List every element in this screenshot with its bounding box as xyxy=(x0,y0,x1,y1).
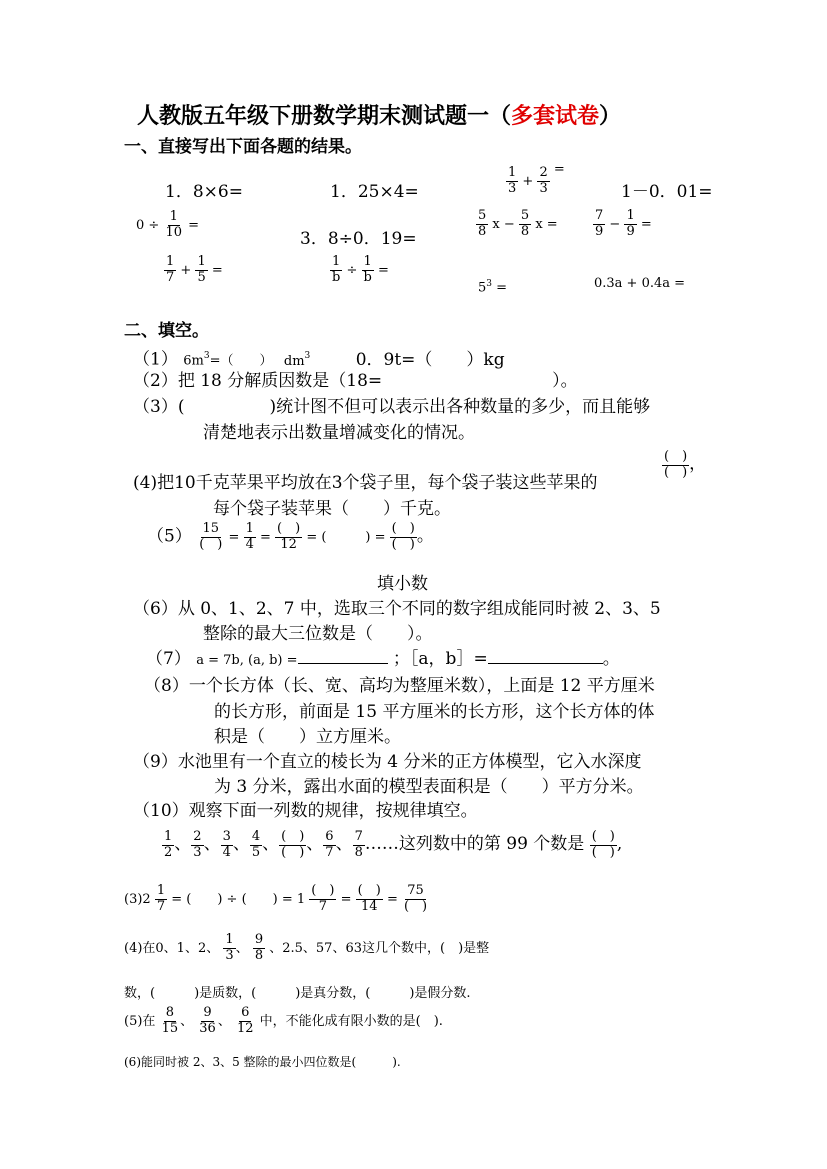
fill-item-4-fraction: $\frac{( )}{( )}$ ， xyxy=(664,449,707,480)
sequence-fraction: $\frac{2}{3}$ xyxy=(193,829,202,860)
fill-item-3-line2: 清楚地表示出数量增减变化的情况。 xyxy=(203,423,475,443)
extra-item-4-line1: (4)在0、1、2、 $\frac{1}{3}$ 、 $\frac{9}{8}$ 、2.5、57、63这几个数中，( )是整 xyxy=(124,932,490,963)
sequence-fraction: $\frac{6}{7}$ xyxy=(325,829,334,860)
fill-item-6-line2: 整除的最大三位数是（ ）。 xyxy=(203,624,433,644)
sequence-fraction: $\frac{( )}{( )}$ xyxy=(281,829,305,860)
page-title: 人教版五年级下册数学期末测试题一（多套试卷） xyxy=(137,103,622,129)
sequence-fraction: $\frac{4}{5}$ xyxy=(251,829,261,860)
calc-q10: $\frac{1}{b}$ ÷ $\frac{1}{b}$ = xyxy=(332,254,389,285)
fill-item-7: （7） a = 7b, (a, b) = ；［a，b］= 。 xyxy=(146,649,620,669)
fill-item-8-line2: 的长方形，前面是 15 平方厘米的长方形，这个长方体的体 xyxy=(214,702,655,722)
calc-q2: 1．25×4= xyxy=(330,182,419,202)
calc-q9: $\frac{1}{7}$ + $\frac{1}{5}$ = xyxy=(166,254,223,285)
fill-item-10-sequence: $\frac{1}{2}$ 、 $\frac{2}{3}$ 、 $\frac{3}{4}$ 、 $\frac{4}{5}$ 、 $\frac{( )}{( )}$ 、 $\frac{6}{7}$ 、 $\frac{7}{8}$ ……这列数中的第 99 个数是 $\frac{( )}{( )}$ , xyxy=(164,829,623,860)
sequence-separator: 、 xyxy=(306,833,324,854)
sequence-fraction: $\frac{3}{4}$ xyxy=(222,829,231,860)
sequence-separator: 、 xyxy=(232,833,250,854)
fill-item-9-line1: （9）水池里有一个直立的棱长为 4 分米的正方体模型，它入水深度 xyxy=(133,752,642,772)
calc-q5: 0 ÷ $\frac{1}{10}$ = xyxy=(136,209,200,240)
fill-item-4-line2: 每个袋子装苹果（ ）千克。 xyxy=(213,499,451,519)
section1-heading: 一、直接写出下面各题的结果。 xyxy=(124,137,362,157)
extra-item-6: (6)能同时被 2、3、5 整除的最小四位数是( ). xyxy=(124,1055,401,1069)
fill-item-10: （10）观察下面一列数的规律，按规律填空。 xyxy=(133,801,478,821)
fill-item-2: （2）把 18 分解质因数是（18= ）。 xyxy=(133,371,578,391)
extra-item-5: (5)在 $\frac{8}{15}$ 、 $\frac{9}{36}$ 、 $\frac{6}{12}$ 中，不能化成有限小数的是( ). xyxy=(124,1005,443,1036)
fill-item-5-note: 填小数 xyxy=(377,574,428,594)
fill-item-8-line1: （8）一个长方体（长、宽、高均为整厘米数），上面是 12 平方厘米 xyxy=(144,676,655,696)
calc-q7: $\frac{5}{8}$ x − $\frac{5}{8}$ x = xyxy=(478,208,558,239)
calc-q11: $5^3$ = xyxy=(478,279,508,296)
extra-item-4-line2: 数，( )是质数，( )是真分数，( )是假分数. xyxy=(124,986,471,1001)
fill-item-3-line1: （3）( )统计图不但可以表示出各种数量的多少，而且能够 xyxy=(133,397,651,417)
calc-q6: 3．8÷0．19= xyxy=(300,229,417,249)
fill-item-1: （1） $6m^3=$（ ） $dm^3$ 0．9t=（ ）kg xyxy=(133,349,505,370)
calc-q1: 1．8×6= xyxy=(165,182,243,202)
sequence-fraction: $\frac{1}{2}$ xyxy=(164,829,173,860)
sequence-fraction: $\frac{7}{8}$ xyxy=(354,829,363,860)
calc-q8: $\frac{7}{9}$ − $\frac{1}{9}$ = xyxy=(595,208,652,239)
sequence-separator: 、 xyxy=(335,833,353,854)
fill-item-9-line2: 为 3 分米，露出水面的模型表面积是（ ）平方分米。 xyxy=(214,777,644,797)
fill-item-4-line1: (4)把10千克苹果平均放在3个袋子里，每个袋子装这些苹果的 xyxy=(133,473,598,493)
fill-item-6-line1: （6）从 0、1、2、7 中，选取三个不同的数字组成能同时被 2、3、5 xyxy=(133,599,661,619)
calc-q3: $\frac{1}{3}$ + $\frac{2}{3}$ = xyxy=(508,162,565,196)
extra-item-3: (3)2 $\frac{1}{7}$ = ( ) ÷ ( ) = 1 $\frac{( )}{7}$ = $\frac{( )}{14}$ = $\frac{75}{( )}$ xyxy=(124,883,428,914)
fill-item-5: （5） $\frac{15}{( )}$ = $\frac{1}{4}$ = $\frac{( )}{12}$ = ( ) = $\frac{( )}{( )}$ 。 xyxy=(147,521,434,552)
section2-heading: 二、填空。 xyxy=(124,321,209,341)
sequence-separator: 、 xyxy=(174,833,192,854)
calc-q4: 1－0．01= xyxy=(621,182,713,202)
fill-item-8-line3: 积是（ ）立方厘米。 xyxy=(214,727,401,747)
title-highlight: 多套试卷 xyxy=(511,103,600,129)
sequence-separator: 、 xyxy=(262,833,280,854)
calc-q12: 0.3a + 0.4a = xyxy=(594,276,686,291)
sequence-separator: 、 xyxy=(203,833,221,854)
